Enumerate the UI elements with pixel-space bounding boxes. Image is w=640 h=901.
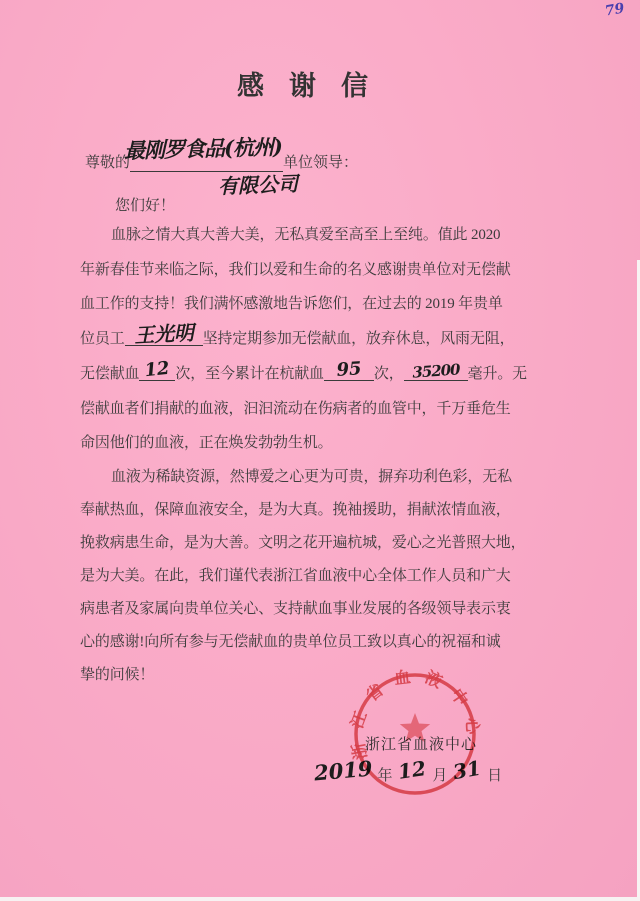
volume-underline	[404, 362, 468, 381]
total-times-handwritten: 95	[335, 357, 362, 381]
body-line: 是为大美。在此，我们谨代表浙江省血液中心全体工作人员和广大	[80, 568, 511, 584]
body-line: 血液为稀缺资源，然博爱之心更为可贵，摒弃功利色彩，无私	[111, 469, 512, 485]
seal-arc-text: 浙江省血液中心	[346, 666, 483, 762]
total-times-underline	[324, 357, 374, 381]
body-line: 奉献热血，保障血液安全，是为大真。挽袖援助，捐献浓情血液，	[80, 502, 511, 518]
body-text: 次，至今累计在杭献血	[175, 365, 324, 382]
body-line: 年新春佳节来临之际，我们以爱和生命的名义感谢贵单位对无偿献	[80, 261, 511, 278]
day-label: 日	[487, 768, 503, 784]
letter-title: 感谢信	[237, 71, 393, 101]
body-line: 病患者及家属向贵单位关心、支持献血事业发展的各级领导表示衷	[80, 601, 511, 617]
salutation-prefix: 尊敬的	[85, 155, 131, 171]
body-text: 毫升。无	[467, 365, 528, 382]
body-line: 挚的问候！	[80, 667, 155, 683]
salutation-suffix: 单位领导：	[283, 155, 359, 171]
body-line: 心的感谢!向所有参与无偿献血的贵单位员工致以真心的祝福和诚	[80, 634, 501, 650]
body-line: 血脉之情大真大善大美，无私真爱至高至上至纯。值此 2020	[111, 227, 501, 243]
body-line: 血工作的支持！我们满怀感激地告诉您们，在过去的 2019 年贵单	[80, 296, 503, 313]
company-name-handwritten: 最刚罗食品(杭州)	[123, 133, 283, 164]
greeting: 您们好！	[115, 198, 176, 214]
employee-name-underline	[125, 320, 203, 348]
body-text: 位员工	[80, 331, 125, 348]
employee-name-handwritten: 王光明	[133, 320, 194, 348]
body-text: 次，	[373, 365, 404, 382]
body-line: 命因他们的血液，正在焕发勃勃生机。	[80, 435, 333, 452]
year-label: 年	[377, 768, 393, 784]
body-text: 无偿献血	[80, 365, 140, 382]
paragraph-1	[80, 218, 540, 461]
date-day-handwritten: 31	[451, 755, 484, 785]
month-label: 月	[432, 768, 448, 784]
body-text: 坚持定期参加无偿献血，放弃休息，风雨无阻，	[202, 331, 515, 348]
paragraph-2	[80, 461, 540, 692]
date-year-handwritten: 2019	[313, 755, 374, 786]
body-line: 挽救病患生命，是为大善。文明之花开遍杭城，爱心之光普照大地，	[80, 535, 526, 551]
donation-times-2019-handwritten: 12	[143, 357, 171, 382]
body-line: 偿献血者们捐献的血液，汩汩流动在伤病者的血管中，千万垂危生	[80, 400, 511, 417]
body-line	[80, 322, 540, 357]
official-seal	[346, 665, 484, 803]
seal-star-icon	[400, 713, 430, 742]
signature-organization: 浙江省血液中心	[365, 737, 478, 753]
volume-ml-handwritten: 35200	[411, 360, 460, 382]
date-month-handwritten: 12	[396, 756, 428, 784]
donation-times-underline	[139, 357, 175, 382]
company-name-handwritten-line2: 有限公司	[217, 171, 299, 199]
scan-edge-bottom	[0, 897, 640, 901]
body-line	[80, 357, 540, 392]
page-number-handwritten: 79	[603, 0, 626, 20]
